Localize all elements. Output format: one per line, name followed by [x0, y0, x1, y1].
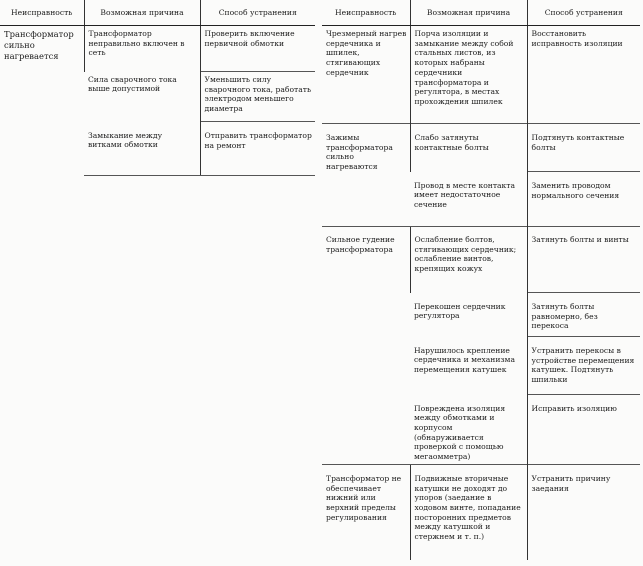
remedy-cell: Проверить включение первичной обмотки	[200, 26, 315, 72]
cause-cell: Провод в месте контакта имеет недостаточное сечение	[414, 180, 516, 209]
remedy-cell: Исправить изоляцию	[527, 395, 640, 465]
table-header-row	[322, 0, 640, 26]
header-remedy: Способ устранения	[200, 0, 315, 26]
cause-cell: Трансформатор неправильно включен в сеть	[84, 26, 200, 72]
cause-cell: Замыкание между витками обмотки	[84, 122, 200, 176]
remedy-cell: Устранить причину заедания	[527, 464, 640, 560]
header-fault: Неисправность	[322, 0, 410, 26]
cause-cell: Нарушилось крепление сердечника и механизма перемещения катушек	[414, 345, 515, 374]
troubleshooting-table-left	[0, 0, 315, 176]
header-fault: Неисправность	[0, 0, 84, 26]
troubleshooting-table-right	[322, 0, 640, 560]
remedy-cell: Затянуть болты и винты	[527, 227, 640, 293]
cause-cell: Перекошен сердечник регулятора	[414, 301, 506, 321]
table-row	[322, 227, 640, 293]
table-header-row	[0, 0, 315, 26]
remedy-cell: Подтянуть контактные болты	[527, 124, 640, 172]
header-cause: Возможная причина	[410, 0, 527, 26]
remedy-cell: Заменить проводом нормального сечения	[527, 172, 640, 227]
table-row	[322, 26, 640, 124]
header-cause: Возможная причина	[84, 0, 200, 26]
fault-cell: Трансформатор не обеспечивает нижний или верхний пределы регулирования	[322, 464, 410, 560]
cause-cell: Порча изоляции и замыкание между собой стальных листов, из которых набраны сердечники трансформатора и регулятора, в местах прохождения шпилек	[410, 26, 527, 124]
cause-cell: Ослабление болтов, стягивающих сердечник; ослабление винтов, крепящих кожух	[410, 227, 527, 293]
table-row	[322, 464, 640, 560]
cause-cell: Повреждена изоляция между обмотками и корпусом (обнаруживается проверкой с помощью мегаомметра)	[414, 403, 506, 462]
remedy-cell: Затянуть болты равномерно, без перекоса	[527, 293, 640, 337]
fault-cell: Зажимы трансформатора сильно нагреваются	[322, 124, 410, 227]
cause-cell: Сила сварочного тока выше допустимой	[88, 74, 177, 94]
cause-cell: Слабо затянуты контактные болты	[410, 124, 527, 172]
fault-cell: Сильное гудение трансформатора	[322, 227, 410, 465]
header-remedy: Способ устранения	[527, 0, 640, 26]
fault-cell: Трансформатор сильно нагревается	[4, 29, 74, 61]
cause-cell: Подвижные вторичные катушки не доходят до упоров (заедание в ходовом винте, попадание посторонних предметов между катушкой и стержнем и т. п.)	[410, 464, 527, 560]
remedy-cell: Восстановить исправность изоляции	[527, 26, 640, 124]
remedy-cell: Отправить трансформатор на ремонт	[200, 122, 315, 176]
fault-cell: Чрезмерный нагрев сердечника и шпилек, стягивающих сердечник	[326, 29, 407, 77]
remedy-cell: Уменьшить силу сварочного тока, работать электродом меньшего диаметра	[200, 72, 315, 122]
table-row	[322, 124, 640, 172]
remedy-cell: Устранить перекосы в устройстве перемещения катушек. Подтянуть шпильки	[527, 337, 640, 395]
table-row	[0, 26, 315, 72]
